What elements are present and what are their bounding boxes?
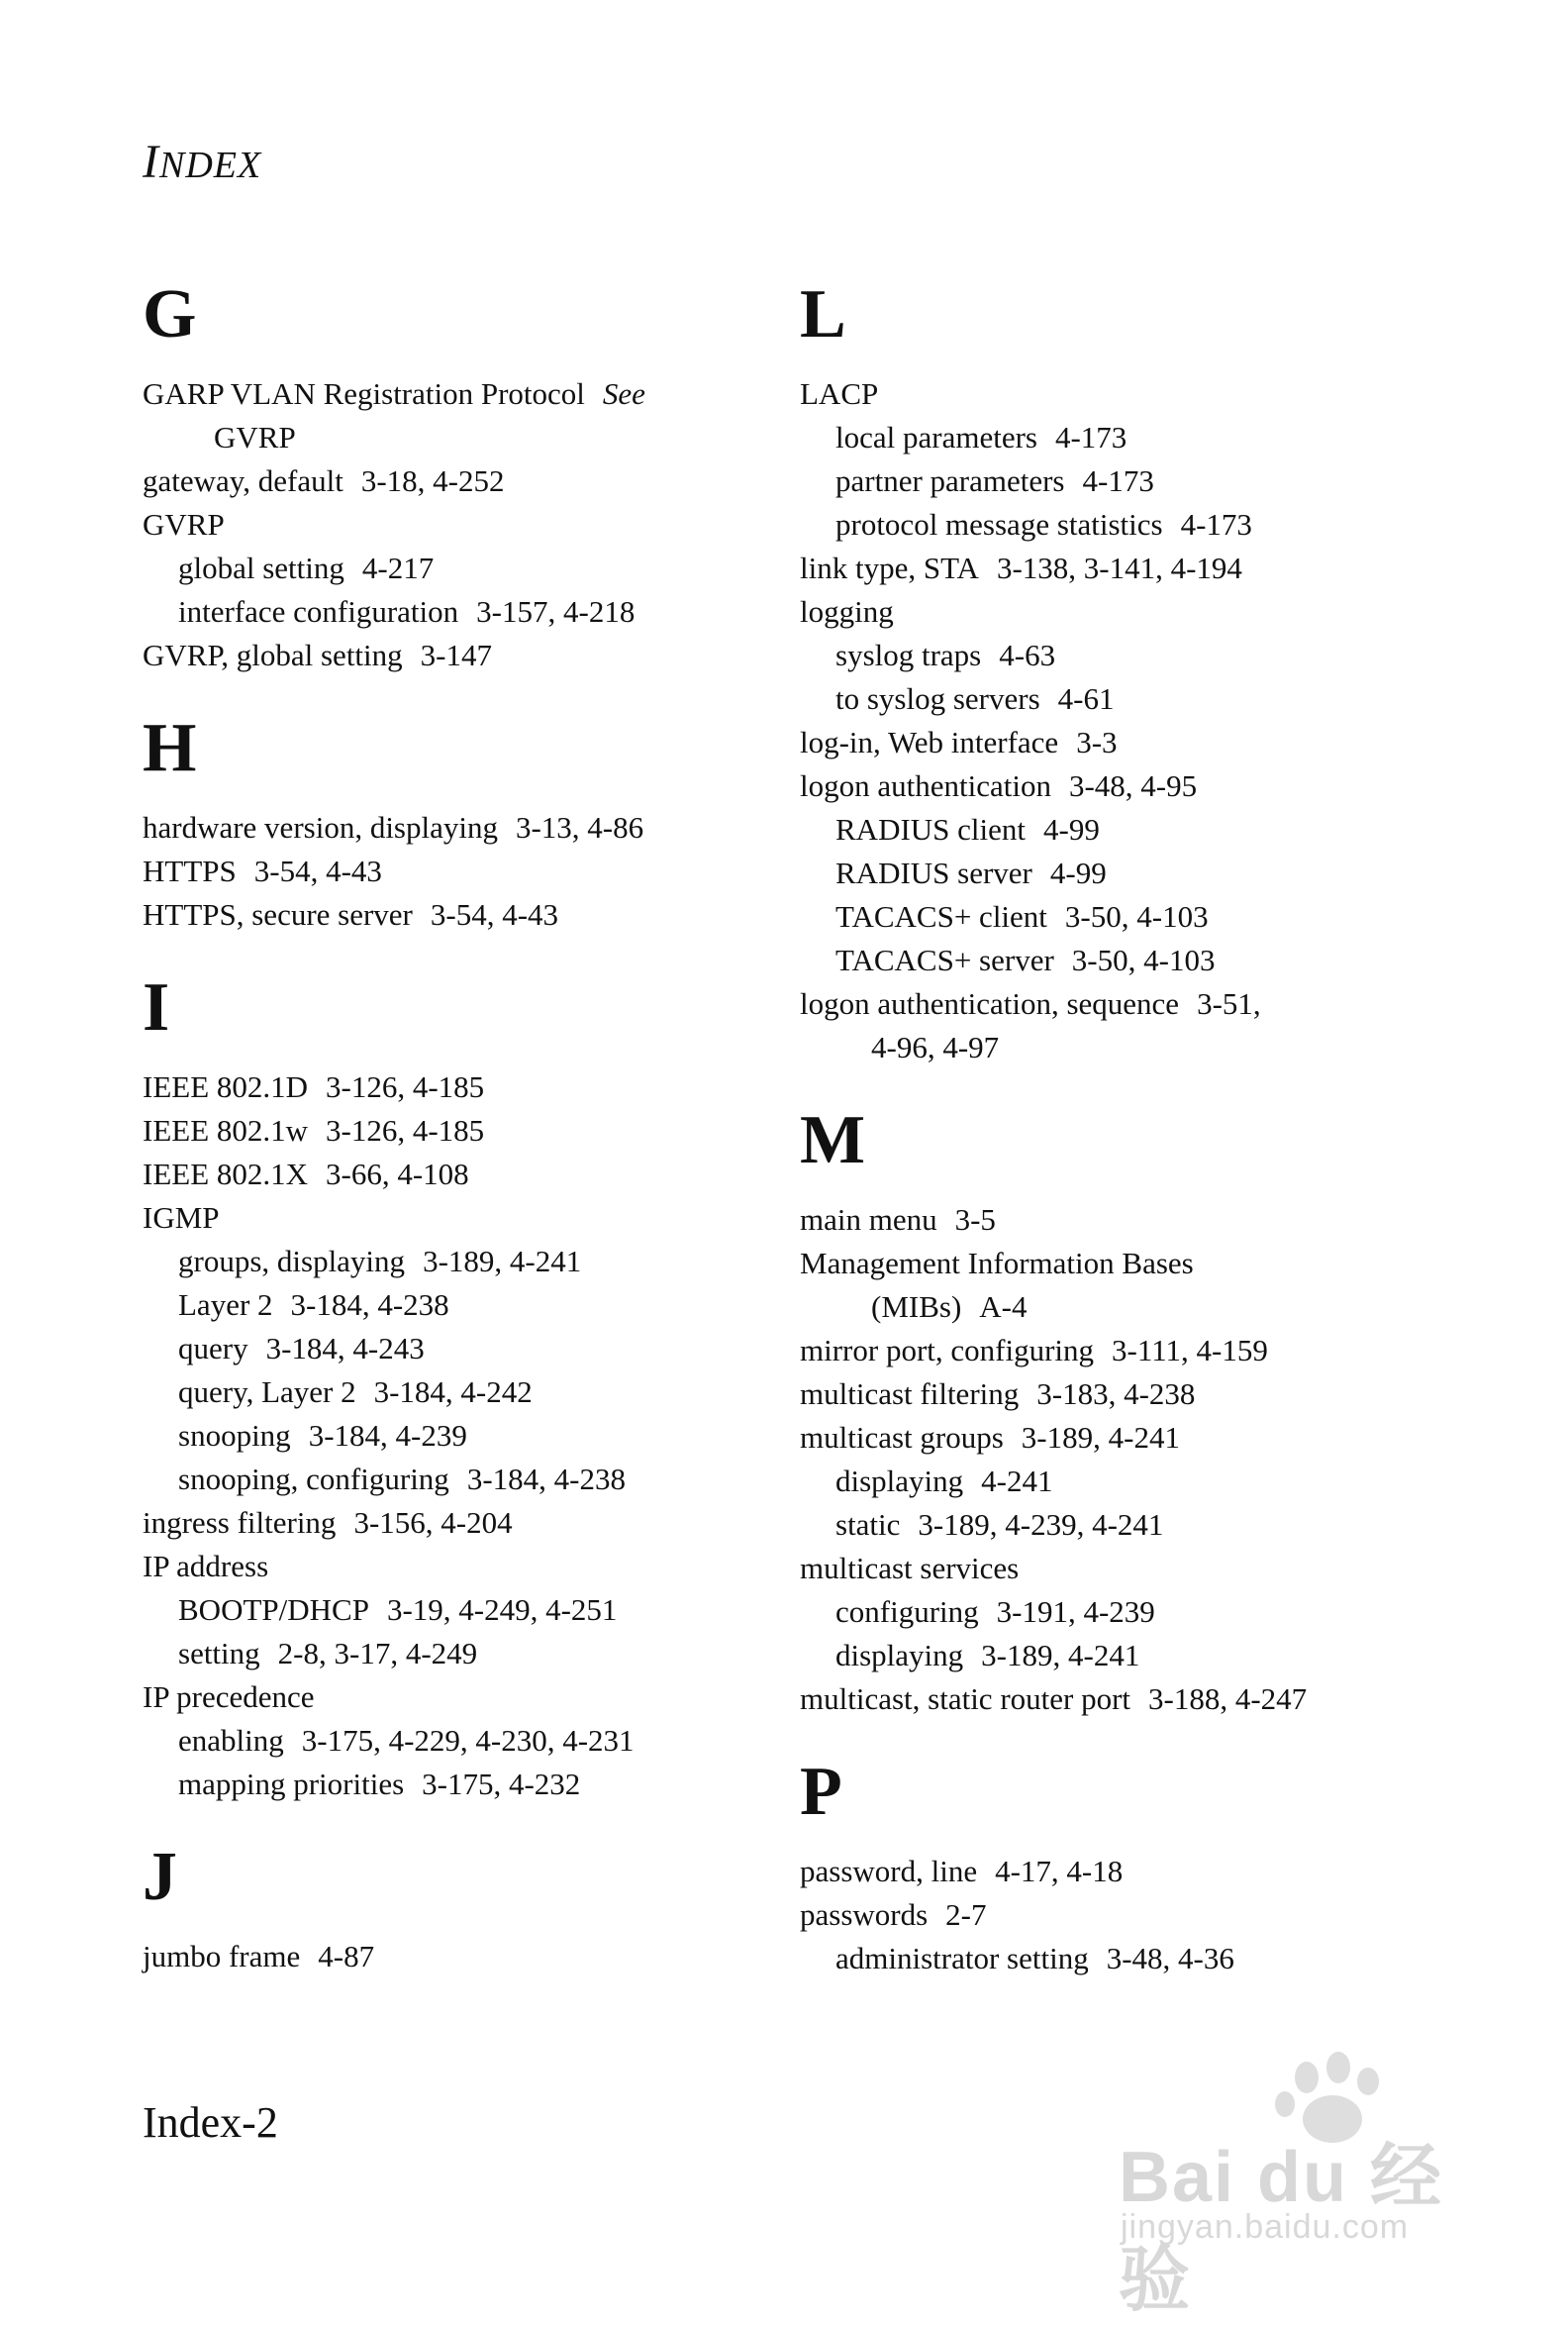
entry-term: LACP (800, 376, 879, 411)
entry-term: displaying (835, 1638, 964, 1672)
entry-term: log-in, Web interface (800, 725, 1059, 759)
index-entry (800, 1850, 1513, 1893)
index-entry (143, 1719, 776, 1763)
index-entry (143, 1588, 776, 1632)
index-entry (800, 1547, 1513, 1590)
entry-pages: 3-188, 4-247 (1148, 1681, 1308, 1716)
index-entry (800, 1937, 1513, 1980)
index-entry (143, 1065, 776, 1109)
entry-pages: 3-184, 4-238 (290, 1287, 449, 1322)
entry-term: to syslog servers (835, 681, 1040, 716)
entry-term: protocol message statistics (835, 507, 1163, 542)
index-entry (143, 416, 776, 459)
entry-term: HTTPS (143, 854, 237, 888)
index-entry (143, 1763, 776, 1806)
entry-pages: 3-147 (420, 638, 492, 672)
entry-pages: 3-156, 4-204 (353, 1505, 513, 1540)
entry-term: configuring (835, 1594, 979, 1629)
index-entry (800, 634, 1513, 677)
entry-term: multicast filtering (800, 1376, 1020, 1411)
entry-term: IEEE 802.1D (143, 1069, 309, 1104)
index-entry (143, 1370, 776, 1414)
entry-term: logging (800, 594, 894, 629)
entry-pages: 3-126, 4-185 (326, 1113, 485, 1148)
entry-pages: 4-99 (1043, 812, 1100, 847)
index-entry (800, 547, 1513, 590)
entry-pages: 3-50, 4-103 (1071, 943, 1216, 977)
entry-pages: 3-54, 4-43 (430, 897, 559, 932)
entry-term: logon authentication (800, 768, 1051, 803)
index-section-p (800, 1745, 1513, 1980)
entry-pages: 3-175, 4-232 (422, 1767, 581, 1801)
index-section-m (800, 1093, 1513, 1721)
baidu-watermark (1099, 2050, 1515, 2320)
entry-pages: 3-48, 4-36 (1106, 1941, 1234, 1975)
entry-pages: 4-241 (981, 1464, 1053, 1498)
watermark-brand: Bai du 经验 (1119, 2138, 1444, 2320)
entry-pages: 3-50, 4-103 (1064, 899, 1209, 934)
entry-term: passwords (800, 1897, 929, 1932)
entry-pages: 3-48, 4-95 (1068, 768, 1198, 803)
entry-term: TACACS+ client (835, 899, 1047, 934)
index-entry (143, 1327, 776, 1370)
index-entry (143, 850, 776, 893)
index-entry (800, 1893, 1513, 1937)
index-section-j (143, 1830, 776, 1978)
entry-pages: 3-183, 4-238 (1036, 1376, 1196, 1411)
index-entry (800, 372, 1513, 416)
entry-term: query (178, 1331, 248, 1365)
index-entry (800, 1026, 1513, 1069)
index-section-l (800, 267, 1513, 1069)
index-entry (800, 503, 1513, 547)
section-letter: L (800, 276, 846, 353)
index-entry (143, 1935, 776, 1978)
entry-term: IP precedence (143, 1679, 315, 1714)
section-letter: M (800, 1102, 866, 1178)
index-entry (143, 1458, 776, 1501)
entry-pages: 3-184, 4-242 (373, 1374, 533, 1409)
entry-term: IP address (143, 1549, 269, 1583)
index-entry (800, 416, 1513, 459)
entry-term: multicast services (800, 1551, 1020, 1585)
index-entry (143, 459, 776, 503)
entry-term: RADIUS server (835, 856, 1032, 890)
index-entry (143, 1414, 776, 1458)
entry-pages: 3-175, 4-229, 4-230, 4-231 (301, 1723, 635, 1758)
entry-term: enabling (178, 1723, 284, 1758)
entry-term: 4-96, 4-97 (871, 1030, 1000, 1064)
index-entry (800, 895, 1513, 939)
entry-pages: 3-189, 4-241 (981, 1638, 1140, 1672)
entry-pages: 3-111, 4-159 (1112, 1333, 1268, 1367)
entry-term: ingress filtering (143, 1505, 337, 1540)
entry-term: mirror port, configuring (800, 1333, 1095, 1367)
entry-term: interface configuration (178, 594, 459, 629)
entry-pages: 3-191, 4-239 (996, 1594, 1155, 1629)
entry-pages: A-4 (979, 1289, 1028, 1324)
header-initial: I (143, 136, 159, 188)
entry-term: IEEE 802.1w (143, 1113, 309, 1148)
index-entry (800, 1285, 1513, 1329)
running-header (143, 135, 261, 189)
index-entry (800, 1372, 1513, 1416)
index-section-h (143, 701, 776, 937)
entry-term: IEEE 802.1X (143, 1157, 309, 1191)
entry-term: hardware version, displaying (143, 810, 498, 845)
entry-pages: 3-189, 4-241 (423, 1244, 582, 1278)
entry-pages: 3-189, 4-239, 4-241 (918, 1507, 1164, 1542)
entry-term: link type, STA (800, 551, 979, 585)
entry-term: groups, displaying (178, 1244, 406, 1278)
entry-term: GVRP (214, 420, 296, 455)
entry-pages: 4-99 (1049, 856, 1107, 890)
entry-term: administrator setting (835, 1941, 1089, 1975)
entry-term: Management Information Bases (800, 1246, 1194, 1280)
entry-term: gateway, default (143, 463, 343, 498)
index-entry (143, 1240, 776, 1283)
entry-term: partner parameters (835, 463, 1065, 498)
entry-pages: 4-63 (999, 638, 1056, 672)
entry-term: query, Layer 2 (178, 1374, 356, 1409)
entry-term: HTTPS, secure server (143, 897, 413, 932)
entry-term: multicast groups (800, 1420, 1004, 1455)
index-entry (143, 1196, 776, 1240)
section-letter: H (143, 710, 197, 786)
entry-pages: 3-189, 4-241 (1021, 1420, 1180, 1455)
index-entry (143, 893, 776, 937)
page-footer: Index-2 (143, 2098, 278, 2147)
index-entry (800, 808, 1513, 852)
entry-pages: 3-184, 4-243 (265, 1331, 425, 1365)
entry-pages: 3-184, 4-239 (308, 1418, 467, 1453)
entry-term: RADIUS client (835, 812, 1027, 847)
index-entry (143, 1675, 776, 1719)
index-column-left (143, 267, 776, 2002)
entry-pages: 2-7 (945, 1897, 987, 1932)
index-entry (800, 1460, 1513, 1503)
entry-term: syslog traps (835, 638, 982, 672)
entry-pages: 3-51, (1197, 986, 1261, 1021)
index-entry (800, 852, 1513, 895)
entry-term: (MIBs) (871, 1289, 962, 1324)
index-entry (143, 1109, 776, 1153)
index-entry (143, 503, 776, 547)
entry-term: TACACS+ server (835, 943, 1054, 977)
index-entry (800, 982, 1513, 1026)
index-entry (800, 1416, 1513, 1460)
entry-term: jumbo frame (143, 1939, 301, 1973)
entry-pages: 3-138, 3-141, 4-194 (996, 551, 1242, 585)
entry-term: GARP VLAN Registration Protocol (143, 376, 585, 411)
index-entry (800, 939, 1513, 982)
entry-term: setting (178, 1636, 260, 1670)
entry-term: displaying (835, 1464, 964, 1498)
index-entry (800, 590, 1513, 634)
section-letter: J (143, 1839, 177, 1915)
entry-term: snooping (178, 1418, 291, 1453)
entry-pages: 3-18, 4-252 (360, 463, 505, 498)
index-entry (800, 1198, 1513, 1242)
entry-pages: 4-61 (1057, 681, 1115, 716)
index-entry (800, 459, 1513, 503)
index-section-i (143, 960, 776, 1806)
entry-term: global setting (178, 551, 344, 585)
index-entry (800, 764, 1513, 808)
index-entry (800, 1503, 1513, 1547)
index-entry (143, 1153, 776, 1196)
section-letter: G (143, 276, 197, 353)
entry-pages: 3-126, 4-185 (326, 1069, 485, 1104)
index-entry (143, 1283, 776, 1327)
entry-term: Layer 2 (178, 1287, 273, 1322)
watermark-url: jingyan.baidu.com (1121, 2208, 1410, 2246)
entry-term: logon authentication, sequence (800, 986, 1180, 1021)
entry-pages: 3-13, 4-86 (515, 810, 644, 845)
index-entry (143, 1545, 776, 1588)
entry-pages: 3-157, 4-218 (476, 594, 636, 629)
entry-pages: 3-5 (954, 1202, 996, 1237)
entry-pages: 3-54, 4-43 (253, 854, 382, 888)
entry-term: local parameters (835, 420, 1037, 455)
entry-term: mapping priorities (178, 1767, 405, 1801)
entry-term: GVRP, global setting (143, 638, 403, 672)
index-entry (800, 1634, 1513, 1677)
index-entry (143, 590, 776, 634)
index-entry (143, 547, 776, 590)
section-letter: P (800, 1754, 842, 1830)
index-entry (800, 721, 1513, 764)
entry-term: BOOTP/DHCP (178, 1592, 369, 1627)
entry-pages: 4-173 (1082, 463, 1154, 498)
index-section-g (143, 267, 776, 677)
entry-pages: 4-17, 4-18 (995, 1854, 1124, 1888)
entry-see: See (602, 376, 645, 411)
section-letter: I (143, 969, 170, 1046)
index-entry (143, 372, 776, 416)
index-entry (800, 1242, 1513, 1285)
entry-pages: 4-173 (1180, 507, 1252, 542)
entry-pages: 3-184, 4-238 (466, 1462, 626, 1496)
index-entry (800, 677, 1513, 721)
entry-pages: 4-217 (361, 551, 435, 585)
index-entry (143, 1501, 776, 1545)
entry-term: static (835, 1507, 901, 1542)
entry-pages: 2-8, 3-17, 4-249 (277, 1636, 478, 1670)
index-entry (143, 806, 776, 850)
header-rest: NDEX (158, 145, 262, 186)
index-column-right (800, 267, 1513, 2004)
index-entry (800, 1590, 1513, 1634)
entry-pages: 3-3 (1076, 725, 1118, 759)
entry-term: main menu (800, 1202, 937, 1237)
entry-pages: 4-87 (318, 1939, 375, 1973)
entry-term: multicast, static router port (800, 1681, 1131, 1716)
entry-term: snooping, configuring (178, 1462, 449, 1496)
index-entry (143, 634, 776, 677)
entry-pages: 4-173 (1054, 420, 1127, 455)
index-entry (143, 1632, 776, 1675)
entry-term: GVRP (143, 507, 225, 542)
entry-pages: 3-66, 4-108 (326, 1157, 469, 1191)
index-entry (800, 1329, 1513, 1372)
index-entry (800, 1677, 1513, 1721)
entry-pages: 3-19, 4-249, 4-251 (386, 1592, 618, 1627)
entry-term: IGMP (143, 1200, 220, 1235)
entry-term: password, line (800, 1854, 978, 1888)
